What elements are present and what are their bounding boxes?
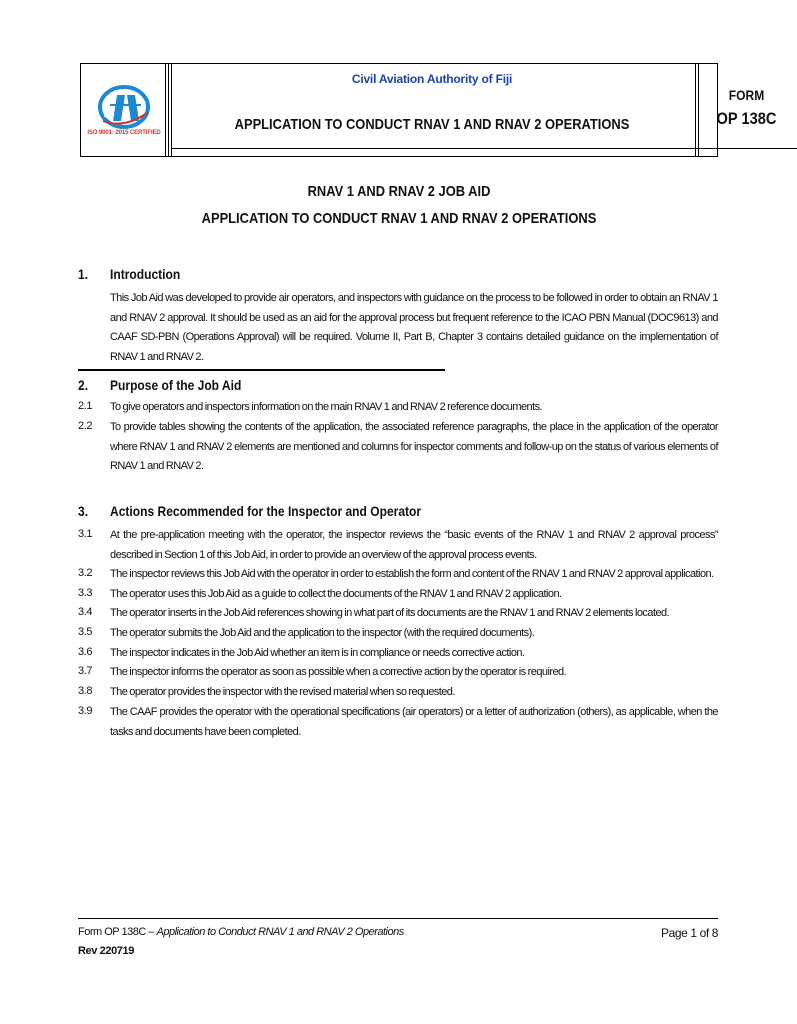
form-number: OP 138C [716,109,777,128]
item-text: The inspector informs the operator as soon as possible when a corrective action by the operator is required. [110,666,567,678]
header-title-cell [169,64,695,156]
doc-title-line1: RNAV 1 AND RNAV 2 JOB AID [307,183,491,200]
item-number: 3.7 [78,665,93,677]
form-number-cell [695,64,797,156]
form-header [80,63,777,157]
footer-dash: – [145,926,157,938]
item-text: The operator uses this Job Aid as a guide to collect the documents of the RNAV 1 and RNAV 2 application. [110,588,562,600]
caaf-logo [95,83,153,131]
section-number: 2. [78,377,89,393]
section-heading-actions: Actions Recommended for the Inspector and Operator [110,503,422,519]
logo-cell [81,64,169,156]
org-name: Civil Aviation Authority of Fiji [351,72,513,86]
item-number: 3.9 [78,705,93,717]
item-number: 3.4 [78,606,93,618]
item-text: To give operators and inspectors information on the main RNAV 1 and RNAV 2 reference documents. [110,401,543,413]
item-text: The inspector reviews this Job Aid with the operator in order to establish the form and content of the RNAV 1 and RNAV 2 approval application. [110,568,714,580]
item-text: The operator submits the Job Aid and the application to the inspector (with the required documents). [110,627,535,639]
footer-document-name: Application to Conduct RNAV 1 and RNAV 2 Operations [156,926,404,938]
item-number: 3.5 [78,626,93,638]
section-divider [78,369,445,371]
footer-form-number: Form OP 138C [78,926,146,938]
footer-page-number: Page 1 of 8 [661,926,718,940]
item-number: 3.6 [78,646,93,658]
item-number: 2.2 [78,420,93,432]
item-number: 3.3 [78,587,93,599]
footer-divider [78,918,718,919]
form-title: APPLICATION TO CONDUCT RNAV 1 AND RNAV 2 OPERATIONS [234,116,630,133]
item-text: The operator provides the inspector with the revised material when so requested. [110,686,455,698]
iso-certified-label: ISO 9001: 2015 CERTIFIED [87,130,161,136]
item-number: 2.1 [78,400,93,412]
item-text: At the pre-application meeting with the operator, the inspector reviews the “basic events of the RNAV 1 and RNAV 2 approval process” described in Section 1 of this Job Aid, in order to provide an overview of the approval process events. [110,529,718,561]
item-text: The operator inserts in the Job Aid references showing in what part of its documents are the RNAV 1 and RNAV 2 elements located. [110,607,670,619]
footer-revision: Rev 220719 [78,945,134,957]
section-number: 3. [78,503,89,519]
introduction-text: This Job Aid was developed to provide air operators, and inspectors with guidance on the process to be followed in order to obtain an RNAV 1 and RNAV 2 approval. It should be used as an aid for the approval process but frequent reference to the ICAO PBN Manual (DOC9613) and CAAF SD-PBN (Operations Approval) will be required. Volume II, Part B, Chapter 3 contains detailed guidance on the implementation of RNAV 1 and RNAV 2. [110,292,718,363]
section-heading-introduction: Introduction [110,266,181,282]
item-number: 3.8 [78,685,93,697]
item-number: 3.1 [78,528,93,540]
item-text: The CAAF provides the operator with the operational specifications (air operators) or a letter of authorization (others), as applicable, when the tasks and documents have been completed. [110,706,718,738]
footer-form-reference [78,926,404,938]
doc-title-line2: APPLICATION TO CONDUCT RNAV 1 AND RNAV 2 OPERATIONS [201,210,597,227]
section-number: 1. [78,266,89,282]
section-heading-purpose: Purpose of the Job Aid [110,377,242,393]
item-text: The inspector indicates in the Job Aid whether an item is in compliance or needs corrective action. [110,647,525,659]
form-label: FORM [728,87,765,103]
item-number: 3.2 [78,567,93,579]
item-text: To provide tables showing the contents of the application, the associated reference paragraphs, the place in the application of the operator where RNAV 1 and RNAV 2 elements are mentioned and columns for inspector comments and follow-up on the status of various elements of RNAV 1 and RNAV 2. [110,421,718,472]
